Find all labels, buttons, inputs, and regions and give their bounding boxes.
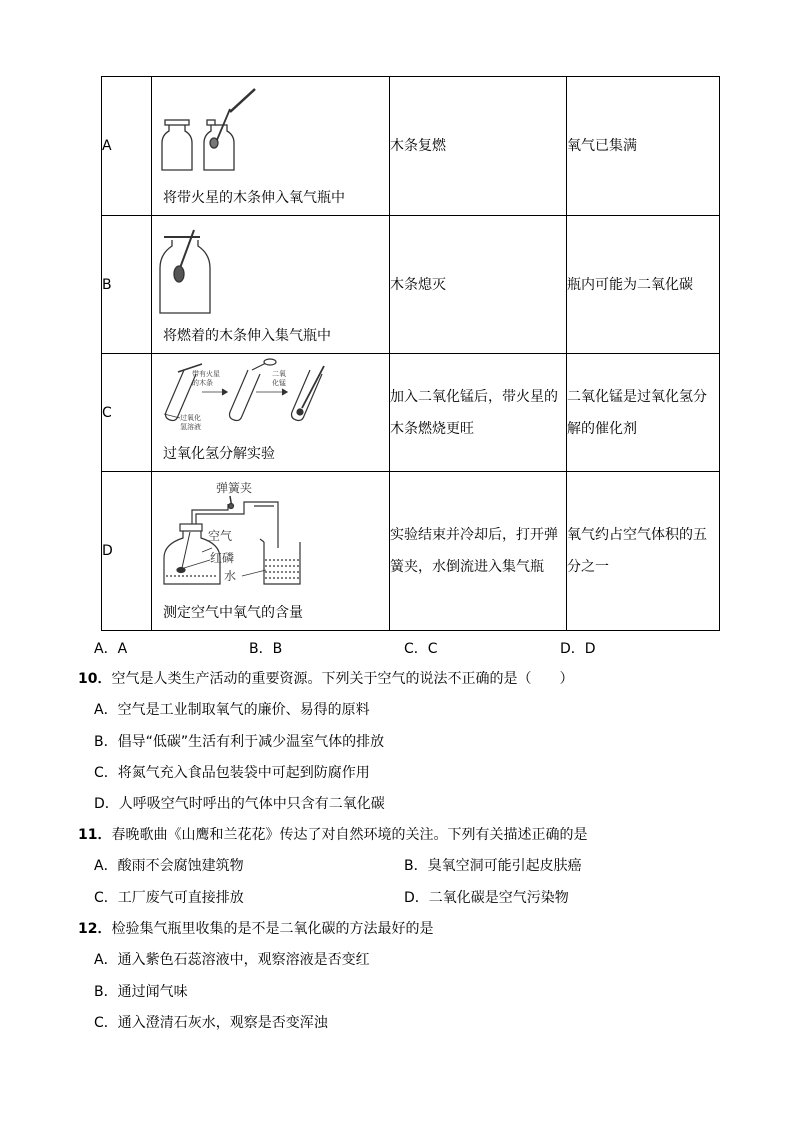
- conclusion-cell: 氧气已集满: [567, 77, 720, 216]
- row-label: D: [102, 472, 152, 631]
- row-label: B: [102, 216, 152, 354]
- question-number: 12．: [78, 921, 112, 937]
- observation-cell: 实验结束并冷却后，打开弹簧夹，水倒流进入集气瓶: [390, 472, 567, 631]
- figure-label: 化锰: [272, 379, 286, 387]
- conclusion-cell: 二氧化锰是过氧化氢分解的催化剂: [567, 354, 720, 472]
- table-row: [102, 77, 720, 216]
- conclusion-cell: 氧气约占空气体积的五分之一: [567, 472, 720, 631]
- figure-label: 过氧化: [180, 414, 201, 422]
- table-row: [102, 216, 720, 354]
- figure-caption: 测定空气中氧气的含量: [163, 605, 303, 621]
- option[interactable]: A．A: [94, 641, 128, 657]
- figure-cell: [152, 77, 390, 216]
- table-row: [102, 472, 720, 631]
- figure-label: 的木条: [192, 379, 213, 387]
- question-stem: 春晚歌曲《山鹰和兰花花》传达了对自然环境的关注。下列有关描述正确的是: [111, 827, 588, 843]
- figure-label: 红磷: [210, 551, 235, 565]
- figure-label: 二氧: [272, 370, 286, 378]
- option[interactable]: A．酸雨不会腐蚀建筑物: [94, 858, 244, 874]
- figure-label: 空气: [208, 529, 233, 543]
- figure-caption: 将带火星的木条伸入氧气瓶中: [163, 190, 345, 206]
- option[interactable]: A．通入紫色石蕊溶液中，观察溶液是否变红: [94, 952, 370, 968]
- question-11: [78, 824, 587, 844]
- option[interactable]: A．空气是工业制取氧气的廉价、易得的原料: [94, 702, 370, 718]
- figure-caption: 将燃着的木条伸入集气瓶中: [163, 328, 331, 344]
- option[interactable]: D．D: [560, 641, 596, 657]
- option[interactable]: B．通过闻气味: [94, 984, 188, 1000]
- option[interactable]: D．人呼吸空气时呼出的气体中只含有二氧化碳: [94, 796, 385, 812]
- q9-options: [94, 638, 714, 658]
- observation-cell: 木条熄灭: [390, 216, 567, 354]
- conclusion-cell: 瓶内可能为二氧化碳: [567, 216, 720, 354]
- row-label: A: [102, 77, 152, 216]
- figure-label: 水: [224, 569, 237, 583]
- question-stem: 空气是人类生产活动的重要资源。下列关于空气的说法不正确的是（ ）: [111, 671, 574, 687]
- figure-cell: [152, 472, 390, 631]
- row-label: C: [102, 354, 152, 472]
- observation-cell: 加入二氧化锰后，带火星的木条燃烧更旺: [390, 354, 567, 472]
- question-stem: 检验集气瓶里收集的是不是二氧化碳的方法最好的是: [111, 921, 434, 937]
- experiment-table: [101, 76, 720, 631]
- option[interactable]: B．B: [249, 641, 283, 657]
- option[interactable]: D．二氧化碳是空气污染物: [404, 890, 569, 906]
- figure-cell: [152, 354, 390, 472]
- figure-cell: [152, 216, 390, 354]
- figure-caption: 过氧化氢分解实验: [163, 446, 275, 462]
- question-number: 10．: [78, 671, 112, 687]
- option[interactable]: B．臭氧空洞可能引起皮肤癌: [404, 858, 582, 874]
- figure-label: 带有火星: [192, 370, 220, 378]
- question-number: 11．: [78, 827, 112, 843]
- option[interactable]: C．将氮气充入食品包装袋中可起到防腐作用: [94, 765, 370, 781]
- question-12: [78, 918, 433, 938]
- option[interactable]: C．C: [404, 641, 438, 657]
- figure-label: 弹簧夹: [216, 481, 253, 495]
- table-row: [102, 354, 720, 472]
- option[interactable]: C．通入澄清石灰水，观察是否变浑浊: [94, 1015, 328, 1031]
- option[interactable]: B．倡导“低碳”生活有利于减少温室气体的排放: [94, 734, 385, 750]
- question-10: [78, 668, 573, 688]
- option[interactable]: C．工厂废气可直接排放: [94, 890, 244, 906]
- figure-label: 氢溶液: [180, 423, 201, 431]
- observation-cell: 木条复燃: [390, 77, 567, 216]
